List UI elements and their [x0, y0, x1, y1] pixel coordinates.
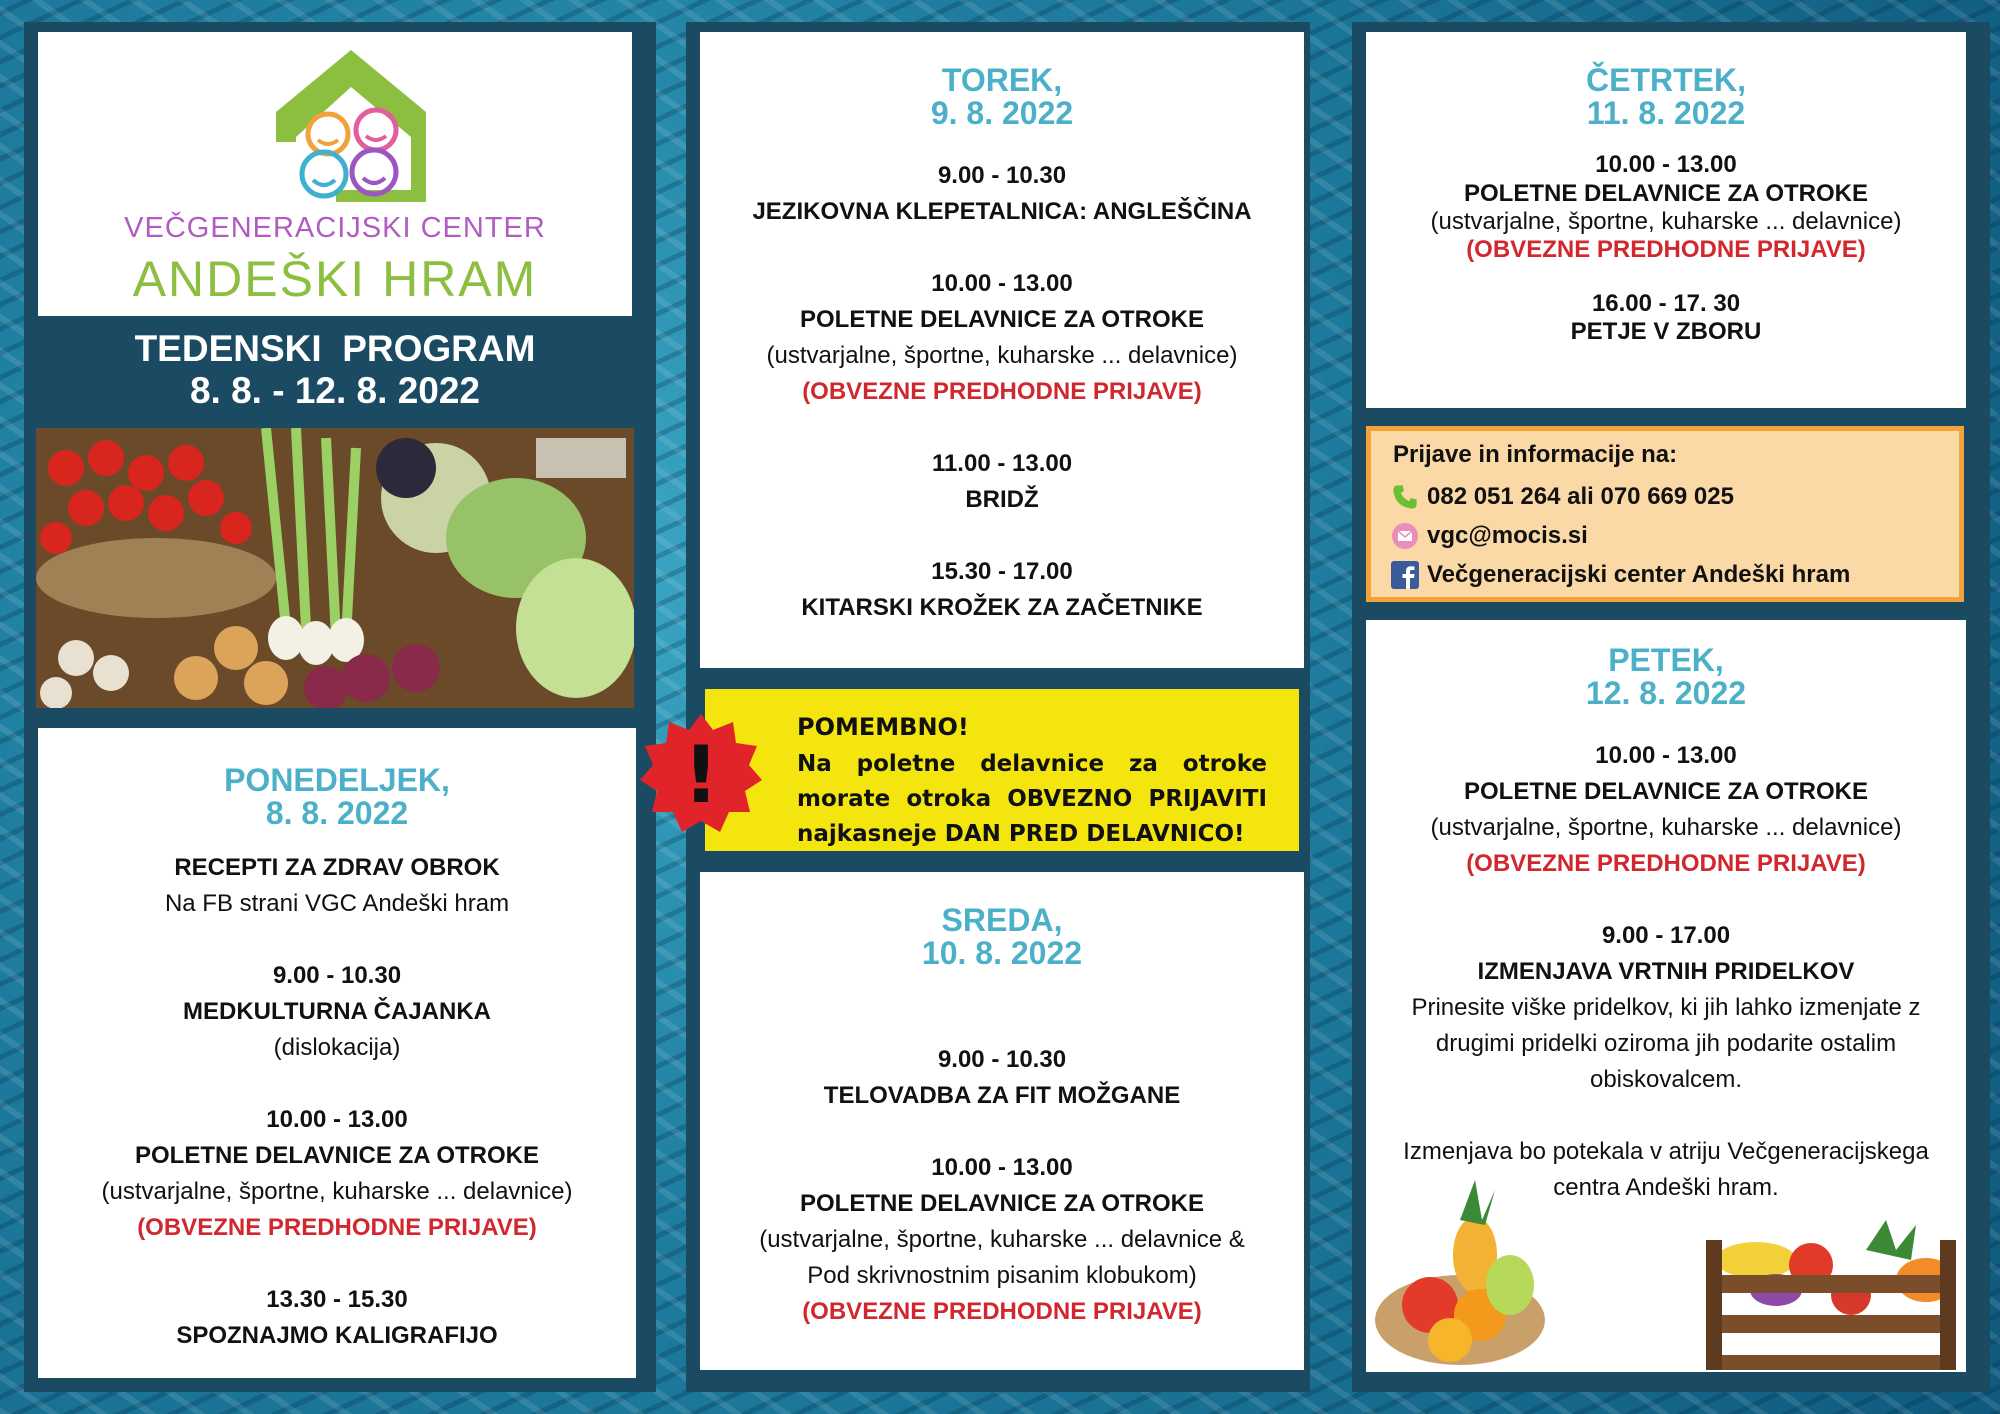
notice-box [700, 684, 1304, 856]
email-link[interactable]: vgc@mocis.si [1427, 522, 1588, 549]
event-title: TELOVADBA ZA FIT MOŽGANE [823, 1082, 1181, 1109]
event-title: KITARSKI KROŽEK ZA ZAČETNIKE [801, 594, 1203, 621]
event-time: 10.00 - 13.00 [1595, 742, 1737, 769]
day-heading: PONEDELJEK, [224, 762, 450, 798]
day-date: 11. 8. 2022 [1586, 95, 1746, 131]
event-title: MEDKULTURNA ČAJANKA [183, 998, 491, 1025]
event-time: 10.00 - 13.00 [931, 270, 1073, 297]
event-note: (ustvarjalne, športne, kuharske ... delavnice) [101, 1178, 573, 1205]
facebook-link[interactable]: Večgeneracijski center Andeški hram [1427, 561, 1851, 588]
phone-link[interactable]: 082 051 264 ali 070 669 025 [1427, 483, 1734, 510]
registration-required: (OBVEZNE PREDHODNE PRIJAVE) [1466, 236, 1866, 263]
day-date: 9. 8. 2022 [930, 95, 1074, 131]
day-heading: PETEK, [1608, 642, 1724, 678]
warning-icon [638, 712, 764, 838]
event-time: 9.00 - 17.00 [1601, 922, 1731, 949]
event-time: 10.00 - 13.00 [1595, 151, 1737, 178]
email-icon [1391, 522, 1419, 550]
day-date: 10. 8. 2022 [921, 935, 1083, 971]
contact-heading: Prijave in informacije na: [1393, 441, 1678, 468]
event-title: JEZIKOVNA KLEPETALNICA: ANGLEŠČINA [752, 198, 1252, 225]
registration-required: (OBVEZNE PREDHODNE PRIJAVE) [802, 378, 1202, 405]
event-note: Prinesite viške pridelkov, ki jih lahko izmenjate z drugimi pridelki oziroma jih podarite ostalim obiskovalcem. [1411, 994, 1921, 1093]
monday-panel [38, 728, 636, 1378]
event-title: POLETNE DELAVNICE ZA OTROKE [134, 1142, 539, 1169]
event-note: (ustvarjalne, športne, kuharske ... delavnice) [1430, 814, 1902, 841]
warning-mark: ! [683, 731, 719, 821]
event-time: 9.00 - 10.30 [272, 962, 402, 989]
vegetable-crate-illustration [1696, 1220, 1966, 1370]
event-title: POLETNE DELAVNICE ZA OTROKE [1463, 180, 1868, 207]
event-time: 9.00 - 10.30 [937, 1046, 1067, 1073]
event-title: IZMENJAVA VRTNIH PRIDELKOV [1477, 958, 1855, 985]
event-title: BRIDŽ [965, 486, 1039, 513]
event-time: 13.30 - 15.30 [266, 1286, 408, 1313]
registration-required: (OBVEZNE PREDHODNE PRIJAVE) [137, 1214, 537, 1241]
page-dates: 8. 8. - 12. 8. 2022 [189, 370, 481, 411]
event-time: 16.00 - 17. 30 [1591, 290, 1741, 317]
event-title: SPOZNAJMO KALIGRAFIJO [176, 1322, 498, 1349]
event-note: (dislokacija) [273, 1034, 401, 1061]
event-note: (ustvarjalne, športne, kuharske ... delavnice) [766, 342, 1238, 369]
event-time: 10.00 - 13.00 [931, 1154, 1073, 1181]
contact-box [1366, 426, 1964, 602]
day-heading: SREDA, [941, 902, 1063, 938]
day-date: 8. 8. 2022 [265, 795, 409, 831]
logo-line2: ANDEŠKI HRAM [132, 251, 538, 307]
registration-required: (OBVEZNE PREDHODNE PRIJAVE) [802, 1298, 1202, 1325]
event-title: POLETNE DELAVNICE ZA OTROKE [799, 306, 1204, 333]
event-time: 11.00 - 13.00 [931, 450, 1073, 477]
event-title: POLETNE DELAVNICE ZA OTROKE [799, 1190, 1204, 1217]
event-note: Na FB strani VGC Andeški hram [164, 890, 510, 917]
day-heading: TOREK, [941, 62, 1063, 98]
logo-line1: VEČGENERACIJSKI CENTER [124, 212, 546, 244]
event-time: 10.00 - 13.00 [266, 1106, 408, 1133]
event-title: POLETNE DELAVNICE ZA OTROKE [1463, 778, 1868, 805]
tuesday-panel [700, 32, 1304, 668]
day-date: 12. 8. 2022 [1585, 675, 1747, 711]
event-note: (ustvarjalne, športne, kuharske ... delavnice & [759, 1226, 1245, 1253]
vegetables-image [36, 428, 634, 708]
event-time: 15.30 - 17.00 [931, 558, 1073, 585]
event-place: Izmenjava bo potekala v atriju Večgeneracijskega centra Andeški hram. [1403, 1138, 1929, 1201]
event-title: RECEPTI ZA ZDRAV OBROK [174, 854, 500, 881]
page-title: TEDENSKI PROGRAM [134, 328, 536, 369]
fruit-bowl-illustration [1370, 1180, 1550, 1370]
wednesday-panel [700, 872, 1304, 1370]
event-time: 9.00 - 10.30 [937, 162, 1067, 189]
logo-panel [38, 32, 632, 316]
registration-required: (OBVEZNE PREDHODNE PRIJAVE) [1466, 850, 1866, 877]
thursday-panel [1366, 32, 1966, 408]
phone-icon [1391, 483, 1419, 511]
notice-heading: POMEMBNO! [797, 713, 969, 741]
facebook-icon [1391, 561, 1419, 589]
event-note: Pod skrivnostnim pisanim klobukom) [807, 1262, 1197, 1289]
house-logo-icon [266, 42, 436, 212]
notice-text: Na poletne delavnice za otroke morate otroka OBVEZNO PRIJAVITI najkasneje DAN PRED DELAVNICO! [797, 751, 1267, 847]
event-note: (ustvarjalne, športne, kuharske ... delavnice) [1430, 208, 1902, 235]
day-heading: ČETRTEK, [1586, 62, 1746, 98]
event-title: PETJE V ZBORU [1570, 318, 1762, 345]
